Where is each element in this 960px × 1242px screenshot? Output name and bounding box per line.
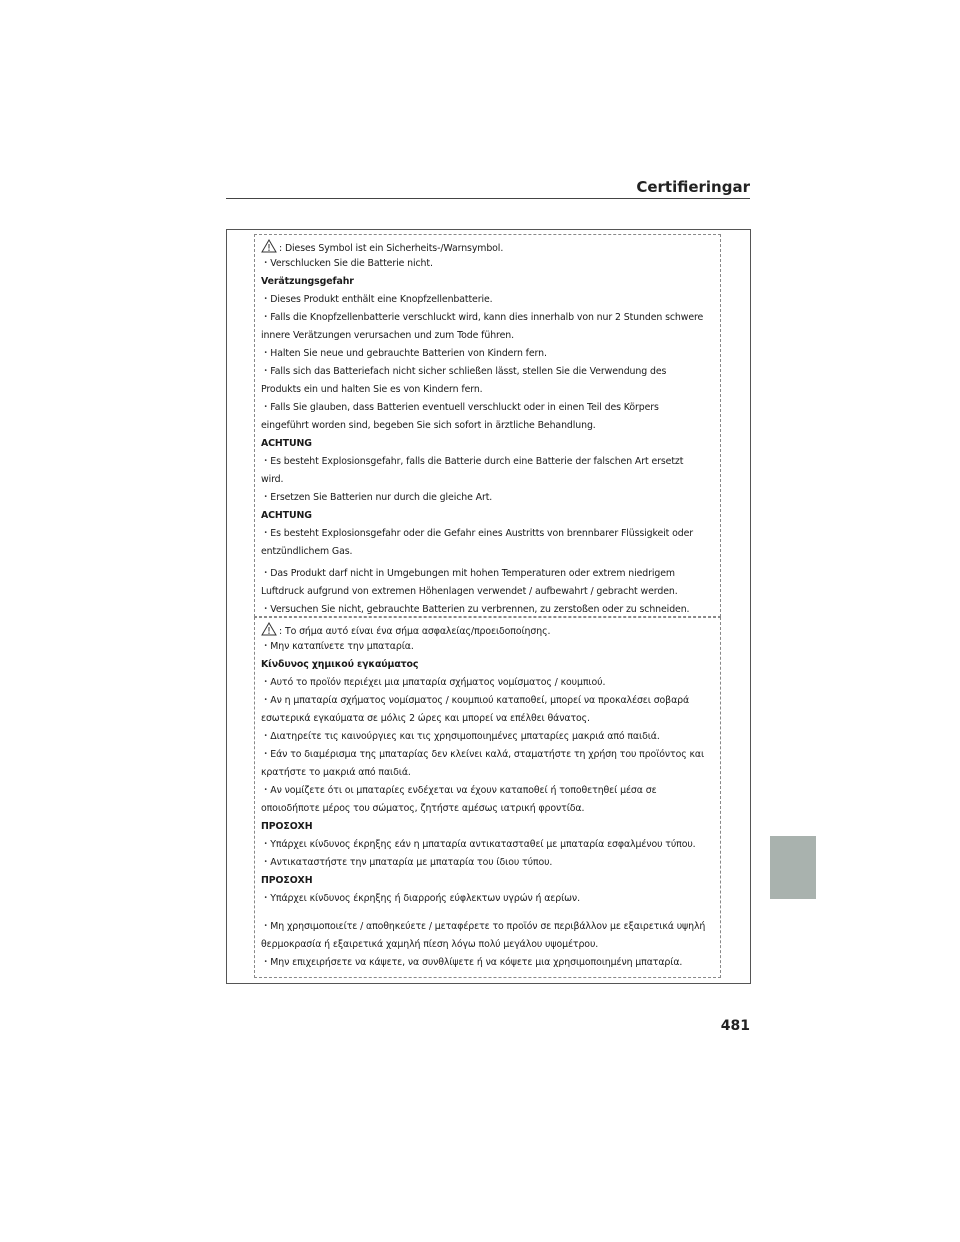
german-symbol-text: : Dieses Symbol ist ein Sicherheits-/Warnsymbol. xyxy=(279,243,504,254)
greek-symbol-text: : Το σήμα αυτό είναι ένα σήμα ασφαλείας/προειδοποίησης. xyxy=(279,626,551,637)
greek-line: θερμοκρασία ή εξαιρετικά χαμηλή πίεση λόγω πολύ μεγάλου υψομέτρου. xyxy=(261,939,599,950)
greek-line: ・Υπάρχει κίνδυνος έκρηξης εάν η μπαταρία αντικατασταθεί με μπαταρία εσφαλμένου τύπου. xyxy=(261,839,696,850)
greek-line: ・Αν νομίζετε ότι οι μπαταρίες ενδέχεται να έχουν καταποθεί ή τοποθετηθεί μέσα σε xyxy=(261,785,657,796)
greek-line: κρατήστε το μακριά από παιδιά. xyxy=(261,767,411,778)
warning-triangle-icon xyxy=(261,622,277,636)
greek-line: εσωτερικά εγκαύματα σε μόλις 2 ώρες και μπορεί να επέλθει θάνατος. xyxy=(261,713,590,724)
greek-warning-panel xyxy=(254,617,721,978)
german-line: ・Das Produkt darf nicht in Umgebungen mit hohen Temperaturen oder extrem niedrigem xyxy=(261,568,675,579)
warning-triangle-icon xyxy=(261,239,277,253)
greek-heading: Κίνδυνος χημικού εγκαύματος xyxy=(261,659,419,670)
german-symbol-line xyxy=(261,239,716,256)
german-warning-panel xyxy=(254,234,721,617)
greek-line: ・Μη χρησιμοποιείτε / αποθηκεύετε / μεταφέρετε το προϊόν σε περιβάλλον με εξαιρετικά υψηλή xyxy=(261,921,706,932)
german-line: ・Falls sich das Batteriefach nicht sicher schließen lässt, stellen Sie die Verwendung des xyxy=(261,366,667,377)
german-line: ・Es besteht Explosionsgefahr oder die Gefahr eines Austritts von brennbarer Flüssigkeit oder xyxy=(261,528,694,539)
greek-heading: ΠΡΟΣΟΧΗ xyxy=(261,821,313,832)
header-divider xyxy=(226,198,750,199)
greek-line: οποιοδήποτε μέρος του σώματος, ζητήστε αμέσως ιατρική φροντίδα. xyxy=(261,803,585,814)
greek-line: ・Διατηρείτε τις καινούργιες και τις χρησιμοποιημένες μπαταρίες μακριά από παιδιά. xyxy=(261,731,660,742)
greek-line: ・Υπάρχει κίνδυνος έκρηξης ή διαρροής εύφλεκτων υγρών ή αερίων. xyxy=(261,893,580,904)
german-heading: Verätzungsgefahr xyxy=(261,276,354,287)
german-line: Luftdruck aufgrund von extremen Höhenlagen verwendet / aufbewahrt / gebracht werden. xyxy=(261,586,678,597)
german-heading: ACHTUNG xyxy=(261,510,312,521)
german-line: ・Halten Sie neue und gebrauchte Batterien von Kindern fern. xyxy=(261,348,547,359)
greek-heading: ΠΡΟΣΟΧΗ xyxy=(261,875,313,886)
german-line: ・Verschlucken Sie die Batterie nicht. xyxy=(261,258,433,269)
page-title: Certifieringar xyxy=(636,178,750,196)
greek-line: ・Αν η μπαταρία σχήματος νομίσματος / κουμπιού καταποθεί, μπορεί να προκαλέσει σοβαρά xyxy=(261,695,690,706)
german-line: entzündlichem Gas. xyxy=(261,546,353,557)
chapter-side-tab xyxy=(770,836,816,899)
german-line: ・Ersetzen Sie Batterien nur durch die gleiche Art. xyxy=(261,492,493,503)
greek-line: ・Αυτό το προϊόν περιέχει μια μπαταρία σχήματος νομίσματος / κουμπιού. xyxy=(261,677,606,688)
greek-symbol-line xyxy=(261,622,716,639)
greek-line: ・Αντικαταστήστε την μπαταρία με μπαταρία του ίδιου τύπου. xyxy=(261,857,553,868)
greek-line: ・Εάν το διαμέρισμα της μπαταρίας δεν κλείνει καλά, σταματήστε τη χρήση του προϊόντος και xyxy=(261,749,705,760)
page-number: 481 xyxy=(720,1018,750,1034)
german-line: ・Falls Sie glauben, dass Batterien eventuell verschluckt oder in einen Teil des Körpers xyxy=(261,402,659,413)
german-line: wird. xyxy=(261,474,284,485)
german-line: ・Versuchen Sie nicht, gebrauchte Batterien zu verbrennen, zu zerstoßen oder zu schneiden. xyxy=(261,604,690,615)
greek-line: ・Μην καταπίνετε την μπαταρία. xyxy=(261,641,414,652)
greek-line: ・Μην επιχειρήσετε να κάψετε, να συνθλίψετε ή να κόψετε μια χρησιμοποιημένη μπαταρία. xyxy=(261,957,683,968)
german-line: eingeführt worden sind, begeben Sie sich sofort in ärztliche Behandlung. xyxy=(261,420,596,431)
german-heading: ACHTUNG xyxy=(261,438,312,449)
german-line: Produkts ein und halten Sie es von Kindern fern. xyxy=(261,384,483,395)
german-line: ・Es besteht Explosionsgefahr, falls die Batterie durch eine Batterie der falschen Art ersetzt xyxy=(261,456,684,467)
german-line: ・Dieses Produkt enthält eine Knopfzellenbatterie. xyxy=(261,294,493,305)
german-line: innere Verätzungen verursachen und zum Tode führen. xyxy=(261,330,514,341)
german-line: ・Falls die Knopfzellenbatterie verschluckt wird, kann dies innerhalb von nur 2 Stunden schwere xyxy=(261,312,704,323)
